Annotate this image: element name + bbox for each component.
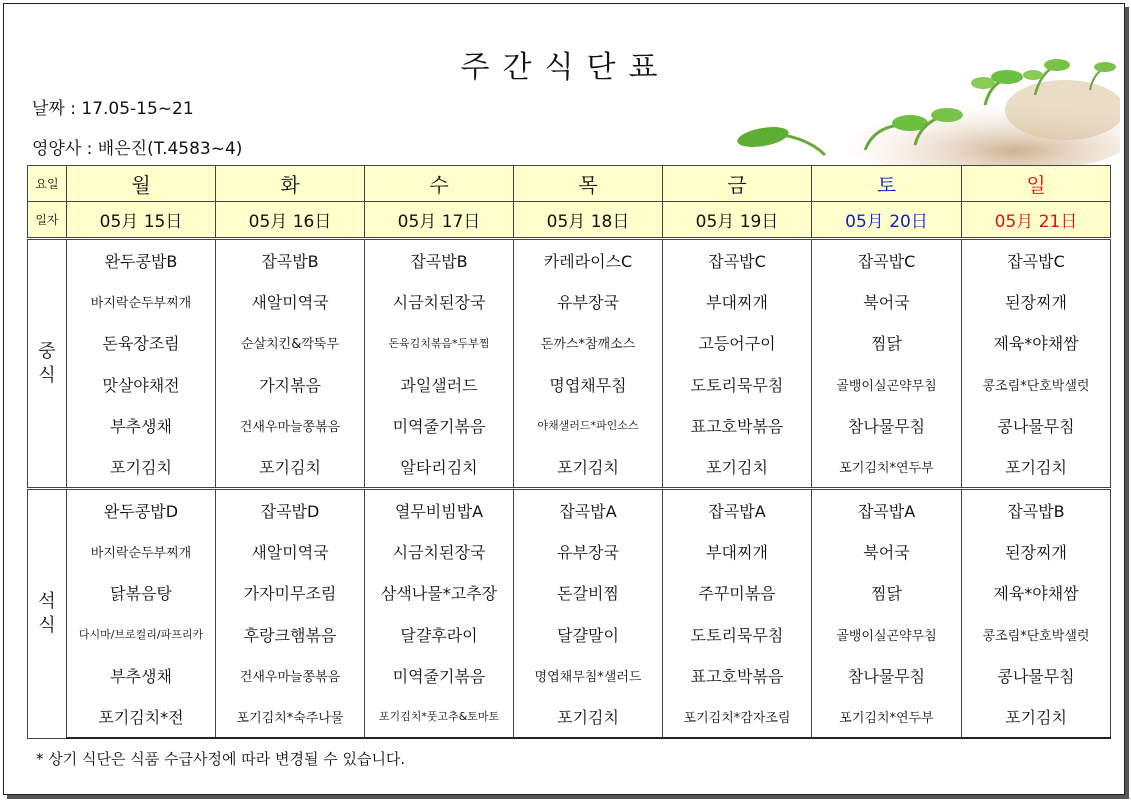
menu-cell: 잡곡밥B xyxy=(962,489,1111,532)
menu-cell: 잡곡밥D xyxy=(216,489,365,532)
menu-cell: 부대찌개 xyxy=(663,281,812,322)
menu-cell: 달걀말이 xyxy=(514,613,663,654)
dinner-label-text: 석식 xyxy=(38,590,56,636)
date-sun: 05月 21日 xyxy=(962,202,1111,239)
menu-cell: 부추생채 xyxy=(67,655,216,696)
menu-cell: 건새우마늘쫑볶음 xyxy=(216,405,365,446)
menu-row xyxy=(28,489,1111,532)
menu-cell: 달걀후라이 xyxy=(365,613,514,654)
date-wed: 05月 17日 xyxy=(365,202,514,239)
menu-cell: 돈육장조림 xyxy=(67,322,216,363)
menu-cell: 맛살야채전 xyxy=(67,363,216,404)
menu-row xyxy=(28,363,1111,404)
menu-cell: 포기김치*풋고추&토마토 xyxy=(365,696,514,738)
date-line: 날짜 : 17.05-15~21 xyxy=(32,99,194,119)
menu-cell: 시금치된장국 xyxy=(365,281,514,322)
menu-cell: 된장찌개 xyxy=(962,531,1111,572)
menu-cell: 완두콩밥D xyxy=(67,489,216,532)
date-sat: 05月 20日 xyxy=(812,202,962,239)
menu-row xyxy=(28,696,1111,738)
menu-cell: 찜닭 xyxy=(812,572,962,613)
menu-cell: 미역줄기볶음 xyxy=(365,655,514,696)
menu-cell: 표고호박볶음 xyxy=(663,405,812,446)
menu-cell: 된장찌개 xyxy=(962,281,1111,322)
menu-cell: 참나물무침 xyxy=(812,405,962,446)
menu-cell: 포기김치 xyxy=(514,446,663,489)
menu-cell: 부추생채 xyxy=(67,405,216,446)
menu-cell: 가지볶음 xyxy=(216,363,365,404)
dinner-label xyxy=(28,489,67,739)
menu-cell: 다시마/브로컬리/파프리카 xyxy=(67,613,216,654)
lunch-label-text: 중식 xyxy=(38,340,56,386)
footnote: * 상기 식단은 식품 수급사정에 따라 변경될 수 있습니다. xyxy=(36,750,406,768)
menu-row xyxy=(28,322,1111,363)
menu-cell: 알타리김치 xyxy=(365,446,514,489)
menu-row xyxy=(28,572,1111,613)
menu-cell: 포기김치*숙주나물 xyxy=(216,696,365,738)
menu-cell: 카레라이스C xyxy=(514,239,663,282)
weekly-menu-table xyxy=(27,165,1111,739)
menu-row xyxy=(28,239,1111,282)
menu-cell: 도토리묵무침 xyxy=(663,613,812,654)
menu-cell: 골뱅이실곤약무침 xyxy=(812,363,962,404)
menu-cell: 북어국 xyxy=(812,531,962,572)
menu-cell: 순살치킨&깍뚝무 xyxy=(216,322,365,363)
menu-cell: 참나물무침 xyxy=(812,655,962,696)
menu-cell: 잡곡밥A xyxy=(812,489,962,532)
menu-cell: 포기김치 xyxy=(962,446,1111,489)
menu-cell: 미역줄기볶음 xyxy=(365,405,514,446)
menu-cell: 제육*야채쌈 xyxy=(962,322,1111,363)
menu-cell: 포기김치*연두부 xyxy=(812,696,962,738)
menu-cell: 열무비빔밥A xyxy=(365,489,514,532)
menu-cell: 잡곡밥B xyxy=(365,239,514,282)
menu-cell: 포기김치 xyxy=(962,696,1111,738)
menu-cell: 포기김치*연두부 xyxy=(812,446,962,489)
menu-cell: 바지락순두부찌개 xyxy=(67,281,216,322)
menu-cell: 완두콩밥B xyxy=(67,239,216,282)
weekday-header-row xyxy=(28,166,1111,202)
menu-cell: 제육*야채쌈 xyxy=(962,572,1111,613)
menu-cell: 돈까스*참깨소스 xyxy=(514,322,663,363)
menu-cell: 고등어구이 xyxy=(663,322,812,363)
menu-cell: 포기김치 xyxy=(216,446,365,489)
weekday-sun: 일 xyxy=(962,166,1111,202)
menu-cell: 찜닭 xyxy=(812,322,962,363)
weekday-thu: 목 xyxy=(514,166,663,202)
menu-cell: 콩나물무침 xyxy=(962,655,1111,696)
menu-cell: 콩조림*단호박샐럿 xyxy=(962,613,1111,654)
weekday-wed: 수 xyxy=(365,166,514,202)
menu-cell: 유부장국 xyxy=(514,531,663,572)
menu-cell: 후랑크햄볶음 xyxy=(216,613,365,654)
menu-cell: 포기김치*감자조림 xyxy=(663,696,812,738)
weekday-sat: 토 xyxy=(812,166,962,202)
menu-cell: 부대찌개 xyxy=(663,531,812,572)
menu-cell: 콩조림*단호박샐럿 xyxy=(962,363,1111,404)
menu-cell: 표고호박볶음 xyxy=(663,655,812,696)
date-label-cell: 일자 xyxy=(28,202,67,239)
menu-cell: 잡곡밥C xyxy=(812,239,962,282)
menu-cell: 닭볶음탕 xyxy=(67,572,216,613)
menu-cell: 명엽채무침 xyxy=(514,363,663,404)
menu-cell: 잡곡밥A xyxy=(663,489,812,532)
menu-cell: 돈갈비찜 xyxy=(514,572,663,613)
menu-cell: 삼색나물*고추장 xyxy=(365,572,514,613)
menu-cell: 골뱅이실곤약무침 xyxy=(812,613,962,654)
menu-cell: 새알미역국 xyxy=(216,531,365,572)
menu-cell: 과일샐러드 xyxy=(365,363,514,404)
weekday-tue: 화 xyxy=(216,166,365,202)
menu-row xyxy=(28,446,1111,489)
weekday-mon: 월 xyxy=(67,166,216,202)
date-header-row xyxy=(28,202,1111,239)
day-label-cell: 요일 xyxy=(28,166,67,202)
menu-cell: 바지락순두부찌개 xyxy=(67,531,216,572)
menu-cell: 포기김치 xyxy=(663,446,812,489)
menu-row xyxy=(28,281,1111,322)
date-thu: 05月 18日 xyxy=(514,202,663,239)
dietitian-line: 영양사 : 배은진(T.4583~4) xyxy=(32,139,243,159)
menu-cell: 새알미역국 xyxy=(216,281,365,322)
menu-cell: 잡곡밥C xyxy=(663,239,812,282)
menu-cell: 포기김치*전 xyxy=(67,696,216,738)
lunch-section xyxy=(28,239,1111,489)
weekday-fri: 금 xyxy=(663,166,812,202)
page-title: 주간식단표 xyxy=(460,50,671,85)
menu-cell: 유부장국 xyxy=(514,281,663,322)
menu-row xyxy=(28,655,1111,696)
menu-row xyxy=(28,405,1111,446)
sprout-illustration xyxy=(735,55,1120,167)
date-mon: 05月 15日 xyxy=(67,202,216,239)
date-fri: 05月 19日 xyxy=(663,202,812,239)
menu-cell: 도토리묵무침 xyxy=(663,363,812,404)
menu-cell: 잡곡밥C xyxy=(962,239,1111,282)
lunch-label xyxy=(28,239,67,489)
dinner-section xyxy=(28,489,1111,739)
menu-cell: 포기김치 xyxy=(67,446,216,489)
menu-cell: 잡곡밥A xyxy=(514,489,663,532)
menu-cell: 돈육김치볶음*두부찜 xyxy=(365,322,514,363)
menu-cell: 콩나물무침 xyxy=(962,405,1111,446)
menu-cell: 가자미무조림 xyxy=(216,572,365,613)
menu-cell: 북어국 xyxy=(812,281,962,322)
menu-cell: 포기김치 xyxy=(514,696,663,738)
menu-cell: 명엽채무침*샐러드 xyxy=(514,655,663,696)
menu-cell: 건새우마늘쫑볶음 xyxy=(216,655,365,696)
menu-cell: 시금치된장국 xyxy=(365,531,514,572)
menu-cell: 야채샐러드*파인소스 xyxy=(514,405,663,446)
menu-cell: 주꾸미볶음 xyxy=(663,572,812,613)
menu-row xyxy=(28,613,1111,654)
date-tue: 05月 16日 xyxy=(216,202,365,239)
menu-row xyxy=(28,531,1111,572)
menu-cell: 잡곡밥B xyxy=(216,239,365,282)
